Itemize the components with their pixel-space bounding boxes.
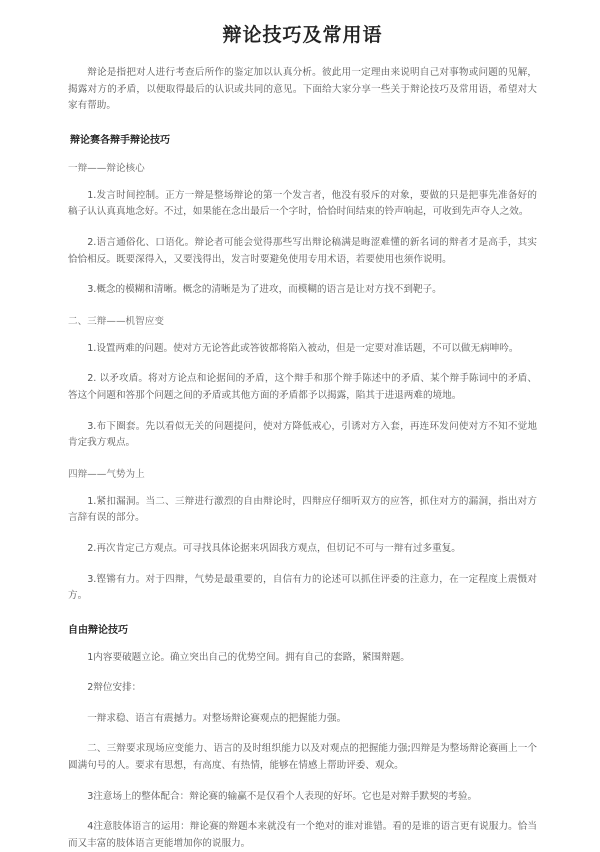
part1-item-2: 2.语言通俗化、口语化。辩论者可能会觉得那些写出辩论稿满是晦涩难懂的新名词的辩者才是高手，其实恰恰相反。既要深得入，又要浅得出，发言时要避免使用专用术语，若要使用也须作说明。 [68, 236, 537, 265]
section1-heading: 辩论赛各辩手辩论技巧 [70, 134, 170, 146]
section2-item-4: 二、三辩要求现场应变能力、语言的及时组织能力以及对观点的把握能力强;四辩是为整场辩论赛画上一个圆满句号的人。要求有思想，有高度、有热情，能够在情感上帮助评委、观众。 [68, 743, 537, 772]
section2-item-6: 4注意肢体语言的运用：辩论赛的辩题本来就没有一个绝对的谁对谁错。看的是谁的语言更有说服力。恰当而又丰富的肢体语言更能增加你的说服力。 [68, 821, 537, 849]
section2-item-2: 2辩位安排： [87, 682, 142, 694]
part3-item-3: 3.铿锵有力。对于四辩，气势是最重要的，自信有力的论述可以抓住评委的注意力，在一定程度上震慑对方。 [68, 573, 537, 602]
part3-item-1: 1.紧扣漏洞。当二、三辩进行激烈的自由辩论时，四辩应仔细听双方的应答，抓住对方的漏洞，指出对方言辞有误的部分。 [68, 495, 537, 524]
section2-heading: 自由辩论技巧 [68, 624, 128, 636]
part3-item-2: 2.再次肯定己方观点。可寻找具体论据来巩固我方观点，但切记不可与一辩有过多重复。 [87, 542, 461, 554]
part1-item-3: 3.概念的模糊和清晰。概念的清晰是为了进攻，而模糊的语言是让对方找不到靶子。 [87, 284, 442, 296]
section2-item-3: 一辩求稳、语言有震撼力。对整场辩论赛观点的把握能力强。 [87, 712, 347, 724]
part2-item-2: 2. 以矛攻盾。将对方论点和论据间的矛盾，这个辩手和那个辩手陈述中的矛盾、某个辩手陈词中的矛盾、答这个问题和答那个问题之间的矛盾或其他方面的矛盾都予以揭露，陷其于进退两难的境地。 [68, 373, 537, 401]
intro-paragraph: 辩论是指把对人进行考查后所作的鉴定加以认真分析。彼此用一定理由来说明自己对事物或问题的见解，揭露对方的矛盾，以便取得最后的认识或共同的意见。下面给大家分享一些关于辩论技巧及常用语，希望对大家有帮助。 [68, 67, 537, 112]
part1-subheading: 一辩——辩论核心 [68, 162, 145, 174]
part2-item-1: 1.设置两难的问题。使对方无论答此或答彼都将陷入被动，但是一定要对准话题，不可以做无病呻吟。 [87, 342, 519, 354]
part1-item-1: 1.发言时间控制。正方一辩是整场辩论的第一个发言者，他没有驳斥的对象，要做的只是把事先准备好的稿子认认真真地念好。不过，如果能在念出最后一个字时，恰恰时间结束的铃声响起，可收到先声夺人之效。 [68, 189, 537, 218]
section2-item-1: 1内容要破题立论。确立突出自己的优势空间。拥有自己的套路，紧围辩题。 [87, 651, 410, 663]
part2-subheading: 二、三辩——机智应变 [68, 315, 164, 327]
section2-item-5: 3注意场上的整体配合：辩论赛的输赢不是仅看个人表现的好坏。它也是对辩手默契的考验。 [87, 790, 478, 802]
part3-subheading: 四辩——气势为上 [68, 468, 145, 480]
part2-item-3: 3.布下圈套。先以看似无关的问题提问，使对方降低戒心，引诱对方入套，再连环发问使对方不知不觉地肯定我方观点。 [68, 420, 537, 449]
document-title: 辩论技巧及常用语 [222, 24, 383, 46]
